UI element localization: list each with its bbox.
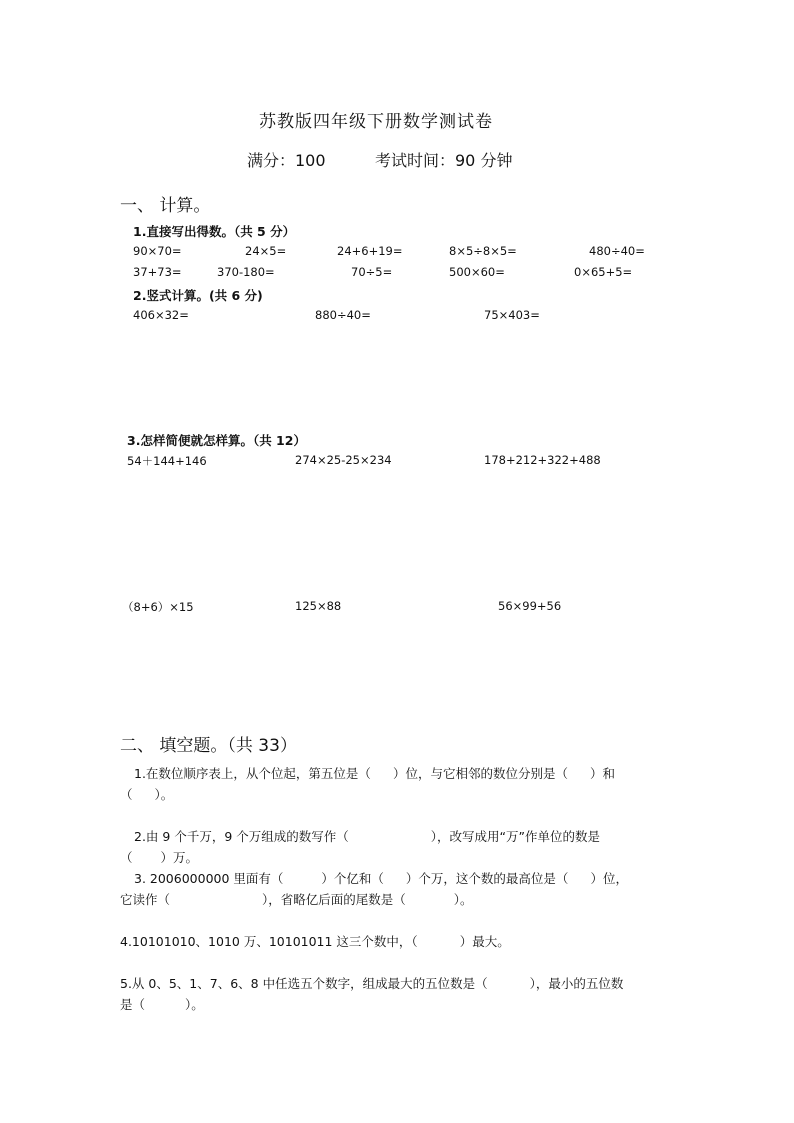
calc-item: 70÷5= [351, 265, 393, 279]
simplify-item: （8+6）×15 [122, 600, 194, 614]
simplify-item: 54＋144+146 [127, 454, 207, 468]
calc-item: 480÷40= [589, 244, 645, 258]
calc-item: 8×5÷8×5= [449, 244, 517, 258]
part1-heading: 1.直接写出得数。（共 5 分） [133, 224, 296, 239]
calc-item: 90×70= [133, 244, 182, 258]
simplify-item: 56×99+56 [498, 599, 562, 613]
question-2-line2: （ ）万。 [120, 850, 199, 865]
calc-item: 24+6+19= [337, 244, 403, 258]
calc-item: 24×5= [245, 244, 287, 258]
simplify-item: 274×25-25×234 [295, 453, 392, 467]
question-5-line2: 是（ ）。 [120, 997, 204, 1012]
section2-heading: 二、 填空题。（共 33） [120, 736, 297, 756]
part2-heading: 2.竖式计算。(共 6 分) [133, 288, 263, 303]
vertical-calc-item: 880÷40= [315, 308, 371, 322]
part3-heading: 3.怎样简便就怎样算。（共 12） [127, 433, 306, 448]
question-3-line1: 3. 2006000000 里面有（ ）个亿和（ ）个万，这个数的最高位是（ ）位， [134, 871, 628, 886]
question-1-line1: 1.在数位顺序表上，从个位起，第五位是（ ）位，与它相邻的数位分别是（ ）和 [134, 766, 615, 781]
question-2-line1: 2.由 9 个千万，9 个万组成的数写作（ ），改写成用“万”作单位的数是 [134, 829, 600, 844]
question-3-line2: 它读作（ ），省略亿后面的尾数是（ ）。 [120, 892, 473, 907]
simplify-item: 178+212+322+488 [484, 453, 601, 467]
calc-item: 0×65+5= [574, 265, 633, 279]
calc-item: 370-180= [217, 265, 275, 279]
calc-item: 500×60= [449, 265, 505, 279]
calc-item: 37+73= [133, 265, 182, 279]
exam-time: 考试时间：90 分钟 [375, 151, 513, 170]
question-1-line2: （ ）。 [120, 787, 174, 802]
full-score: 满分：100 [247, 151, 326, 170]
vertical-calc-item: 75×403= [484, 308, 540, 322]
simplify-item: 125×88 [295, 599, 342, 613]
question-4: 4.10101010、1010 万、10101011 这三个数中，（ ）最大。 [120, 934, 510, 949]
section1-heading: 一、 计算。 [120, 196, 211, 216]
page-title: 苏教版四年级下册数学测试卷 [259, 112, 493, 132]
vertical-calc-item: 406×32= [133, 308, 189, 322]
question-5-line1: 5.从 0、5、1、7、6、8 中任选五个数字，组成最大的五位数是（ ），最小的五位数 [120, 976, 624, 991]
